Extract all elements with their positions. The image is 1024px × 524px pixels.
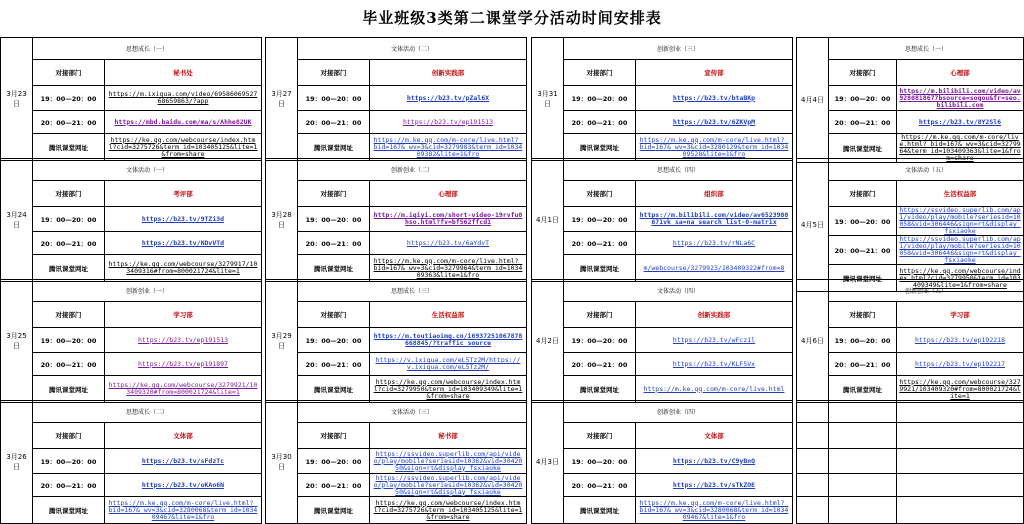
day-table	[265, 158, 527, 282]
day-table	[265, 37, 527, 161]
classroom-url-link[interactable]: https://m.ke.qq.com/m-core/live.html?_bid=167&_wv=3&cid=3280129&term_id=103409528&lite=1&fro	[639, 135, 789, 158]
dept-value: 心理部	[897, 60, 1024, 86]
session-1-link-cell	[370, 328, 527, 353]
session-1-link-cell	[105, 449, 262, 474]
dept-label: 对接部门	[564, 181, 636, 207]
session-2-link-cell	[370, 232, 527, 255]
classroom-url-link[interactable]: https://m.ke.qq.com/m-core/live.html?_bid=167&_wv=3&cid=3279983&term_id=103409382&lite=1&fro	[373, 135, 523, 158]
classroom-url-label: 腾讯课堂网址	[33, 134, 105, 161]
dept-value: 秘书处	[105, 60, 262, 86]
dept-value: 生活权益部	[370, 302, 527, 328]
time-slot-2-label: 20：00—21：00	[298, 474, 370, 497]
day-block	[0, 400, 262, 521]
classroom-url-link[interactable]: https://ke.qq.com/webcourse/3279921/103409320#from=800021724&lite=1	[108, 381, 258, 396]
session-1-link[interactable]: https://b23.tv/sFdzTc	[141, 456, 225, 465]
activity-title: 创新创业（三）	[564, 38, 793, 60]
session-2-link-cell	[636, 111, 793, 134]
date-cell: 3月29日	[266, 280, 298, 403]
session-1-link[interactable]: https://m.toutiaoimg.cn/i6937251067878668845/?traffic_source	[373, 332, 523, 347]
session-2-link-cell	[370, 353, 527, 376]
dept-value: 考评部	[105, 181, 262, 207]
day-block	[0, 158, 262, 279]
session-2-link-cell	[370, 474, 527, 497]
time-slot-1-label: 19：00—20：00	[829, 207, 897, 236]
classroom-url-cell	[105, 376, 262, 403]
dept-value: 生活权益部	[897, 181, 1024, 207]
dept-label: 对接部门	[829, 181, 897, 207]
session-2-link[interactable]: https://b23.tv/8Y2Sl6	[918, 117, 1002, 126]
activity-title: 文体活动（一）	[33, 159, 262, 181]
dept-value: 宣传部	[636, 60, 793, 86]
dept-label: 对接部门	[298, 302, 370, 328]
time-slot-1-label: 19：00—20：00	[829, 328, 897, 353]
time-slot-2-label: 20：00—21：00	[298, 353, 370, 376]
classroom-url-cell	[370, 255, 527, 282]
session-2-link-cell	[105, 111, 262, 134]
time-slot-1-label: 19：00—20：00	[33, 449, 105, 474]
session-2-link[interactable]: https://b23.tv/oKAo6N	[141, 480, 225, 489]
session-2-link-cell	[897, 111, 1024, 134]
day-table	[796, 279, 1024, 403]
classroom-url-label: 腾讯课堂网址	[298, 134, 370, 161]
time-slot-1-label: 19：00—20：00	[298, 207, 370, 232]
session-1-link[interactable]: https://ssvideo.superlib.com/api/video/play/mobile?seriesid=10362&vid=3042050&sign=rt&display_fsxiaoke	[373, 449, 523, 472]
session-1-link-cell	[370, 207, 527, 232]
date-cell: 4月4日	[797, 38, 829, 163]
classroom-url-label: 腾讯课堂网址	[564, 497, 636, 524]
dept-value: 学习部	[897, 302, 1024, 328]
day-table	[531, 279, 793, 403]
session-2-link-cell	[370, 111, 527, 134]
classroom-url-cell	[105, 497, 262, 524]
session-1-link-cell	[897, 328, 1024, 353]
day-table	[531, 37, 793, 161]
classroom-url-label: 腾讯课堂网址	[33, 376, 105, 403]
session-2-link-cell	[105, 353, 262, 376]
time-slot-2-label: 20：00—21：00	[33, 232, 105, 255]
date-cell: 3月25日	[1, 280, 33, 403]
activity-title: 文体活动（三）	[298, 401, 527, 423]
time-slot-2-label: 20：00—21：00	[298, 111, 370, 134]
session-1-link[interactable]: https://m.bilibili.com/video/av9280818677bsource=sogou&fr=seo.bilibili.com	[899, 86, 1021, 109]
session-2-link[interactable]: https://b23.tv/6ZKVpM	[672, 117, 756, 126]
dept-label: 对接部门	[33, 181, 105, 207]
session-1-link-cell	[105, 207, 262, 232]
activity-title: 文体活动（五）	[829, 159, 1024, 181]
dept-label: 对接部门	[33, 60, 105, 86]
classroom-url-label: 腾讯课堂网址	[564, 376, 636, 403]
dept-label: 对接部门	[564, 423, 636, 449]
day-table	[796, 37, 1024, 163]
dept-value: 学习部	[105, 302, 262, 328]
day-table	[0, 400, 262, 524]
classroom-url-link[interactable]: https://ke.qq.com/webcourse/index.html?cid=3279950&term_id=103409349&lite=1&from=share	[373, 377, 523, 400]
dept-value: 创新实践部	[636, 302, 793, 328]
classroom-url-cell	[636, 376, 793, 403]
classroom-url-link[interactable]: https://ke.qq.com/webcourse/3279921/103409320#from=800021724&lite=1	[899, 377, 1021, 400]
session-2-link[interactable]: https://b23.tv/sTkZOE	[672, 480, 756, 489]
classroom-url-link[interactable]: https://m.ke.qq.com/m-core/live.html	[643, 384, 785, 393]
time-slot-2-label: 20：00—21：00	[298, 232, 370, 255]
date-cell: 3月31日	[532, 38, 564, 161]
dept-value: 心理部	[370, 181, 527, 207]
date-cell: 4月3日	[532, 401, 564, 524]
dept-label: 对接部门	[33, 423, 105, 449]
date-cell: 3月30日	[266, 401, 298, 524]
activity-title: 思想成长（三）	[298, 280, 527, 302]
activity-title: 思想成长（四）	[564, 159, 793, 181]
session-2-link-cell	[636, 474, 793, 497]
classroom-url-label: 腾讯课堂网址	[564, 255, 636, 282]
dept-label: 对接部门	[564, 302, 636, 328]
date-cell: 3月24日	[1, 159, 33, 282]
date-cell: 3月27日	[266, 38, 298, 161]
session-2-link-cell	[105, 474, 262, 497]
time-slot-2-label: 20：00—21：00	[564, 353, 636, 376]
classroom-url-link[interactable]: https://m.ke.qq.com/m-core/live.html?_bid=167&_wv=3&cid=3279964&term_id=103409363&lite=1&from=share	[899, 133, 1021, 162]
classroom-url-cell	[636, 255, 793, 282]
session-2-link-cell	[636, 232, 793, 255]
dept-label: 对接部门	[298, 181, 370, 207]
dept-value: 文体部	[636, 423, 793, 449]
activity-title: 创新创业（二）	[298, 159, 527, 181]
time-slot-1-label: 19：00—20：00	[33, 86, 105, 111]
day-block	[796, 37, 1024, 162]
day-table	[0, 279, 262, 403]
dept-label: 对接部门	[829, 60, 897, 86]
day-table	[265, 400, 527, 524]
classroom-url-cell	[105, 134, 262, 161]
time-slot-2-label: 20：00—21：00	[564, 111, 636, 134]
time-slot-2-label: 20：00—21：00	[564, 474, 636, 497]
day-block	[531, 279, 793, 400]
session-2-link[interactable]: https://ssvideo.superlib.com/api/video/play/mobile?seriesid=10058&vid=306446&sign=rt&display_fsxiaoke	[899, 235, 1021, 264]
session-1-link-cell	[105, 328, 262, 353]
session-1-link[interactable]: https://b23.tv/ep192218	[914, 335, 1005, 344]
time-slot-1-label: 19：00—20：00	[298, 86, 370, 111]
classroom-url-link[interactable]: https://m.ke.qq.com/m-core/live.html?_bid=167&_wv=3&cid=3280068&term_id=103409467&lite=1&fro	[639, 498, 789, 521]
page-title: 毕业班级3类第二课堂学分活动时间安排表	[362, 9, 662, 27]
date-cell: 4月5日	[797, 159, 829, 292]
classroom-url-cell	[897, 376, 1024, 403]
classroom-url-link[interactable]: https://ke.qq.com/webcourse/index.html?cid=3279950&term_id=103409349&lite=1&from=share	[899, 266, 1021, 289]
session-1-link-cell	[105, 86, 262, 111]
session-1-link[interactable]: https://b23.tv/ep191513	[137, 335, 228, 344]
session-1-link-cell	[636, 207, 793, 232]
session-2-link[interactable]: https://ssvideo.superlib.com/api/video/play/mobile?seriesid=10362&vid=3042050&sign=rt&display_fsxiaoke	[373, 473, 523, 496]
activity-title: 创新创业（五）	[829, 280, 1024, 302]
classroom-url-link[interactable]: https://ke.qq.com/webcourse/index.html?cid=3275726&term_id=103405125&lite=1&from=share	[373, 498, 523, 521]
session-1-link[interactable]: https://b23.tv/pZal6X	[406, 93, 490, 102]
dept-label: 对接部门	[33, 302, 105, 328]
day-block	[531, 400, 793, 521]
time-slot-2-label: 20：00—21：00	[33, 474, 105, 497]
day-block	[796, 158, 1024, 289]
session-1-link-cell	[636, 328, 793, 353]
day-table	[0, 37, 262, 161]
time-slot-2-label: 20：00—21：00	[829, 111, 897, 134]
empty-table	[796, 400, 1024, 524]
session-2-link[interactable]: https://mbd.baidu.com/ma/s/Ahhe82UK	[114, 117, 252, 126]
session-1-link[interactable]: https://b23.tv/9TZi3d	[141, 214, 225, 223]
time-slot-2-label: 20：00—21：00	[33, 111, 105, 134]
day-block	[265, 158, 527, 279]
session-2-link[interactable]: https://b23.tv/KLF5Vx	[672, 359, 756, 368]
session-1-link[interactable]: https://m.ixigua.com/video/6958606952768659863/?app	[108, 90, 258, 105]
session-1-link[interactable]: http://m.iqiyi.com/short-video-19rvfu0hso.html?fv=bf562ffcd1	[373, 211, 523, 226]
classroom-url-cell	[636, 134, 793, 161]
activity-title: 创新创业（四）	[564, 401, 793, 423]
session-2-link[interactable]: https://b23.tv/rNLa6C	[672, 238, 756, 247]
session-2-link[interactable]: https://b23.tv/ep192217	[914, 359, 1005, 368]
classroom-url-label: 腾讯课堂网址	[298, 497, 370, 524]
dept-label: 对接部门	[829, 302, 897, 328]
dept-value: 组织部	[636, 181, 793, 207]
time-slot-1-label: 19：00—20：00	[298, 328, 370, 353]
time-slot-1-label: 19：00—20：00	[564, 449, 636, 474]
day-block	[265, 279, 527, 400]
time-slot-2-label: 20：00—21：00	[829, 353, 897, 376]
activity-title: 思想成长（二）	[33, 401, 262, 423]
activity-title: 思想成长（一）	[33, 38, 262, 60]
session-2-link[interactable]: https://b23.tv/6aYdvT	[406, 238, 490, 247]
classroom-url-label: 腾讯课堂网址	[298, 376, 370, 403]
session-1-link[interactable]: https://m.bilibili.com/video/av6523980671vk_sa=na_search_list-0-matrix	[639, 211, 789, 226]
session-1-link[interactable]: https://b23.tv/btaBKp	[672, 93, 756, 102]
session-2-link-cell	[105, 232, 262, 255]
classroom-url-link[interactable]: https://ke.qq.com/webcourse/index.html?cid=3275726&term_id=103405125&lite=1&from=share	[108, 135, 258, 158]
session-1-link-cell	[370, 86, 527, 111]
classroom-url-link[interactable]: https://m.ke.qq.com/m-core/live.html?_bid=167&_wv=3&cid=3279964&term_id=103409363&lite=1&fro	[373, 256, 523, 279]
time-slot-1-label: 19：00—20：00	[564, 328, 636, 353]
session-1-link-cell	[636, 86, 793, 111]
classroom-url-label: 腾讯课堂网址	[829, 376, 897, 403]
day-table	[531, 158, 793, 282]
session-1-link-cell	[897, 207, 1024, 236]
classroom-url-label: 腾讯课堂网址	[298, 255, 370, 282]
classroom-url-cell	[370, 134, 527, 161]
day-block	[531, 37, 793, 158]
time-slot-1-label: 19：00—20：00	[564, 207, 636, 232]
day-block	[531, 158, 793, 279]
classroom-url-cell	[370, 376, 527, 403]
classroom-url-cell	[636, 497, 793, 524]
classroom-url-label: 腾讯课堂网址	[33, 497, 105, 524]
classroom-url-label: 腾讯课堂网址	[33, 255, 105, 282]
time-slot-2-label: 20：00—21：00	[33, 353, 105, 376]
day-block	[0, 279, 262, 400]
session-1-link[interactable]: https://b23.tv/wFcz1l	[672, 335, 756, 344]
dept-label: 对接部门	[564, 60, 636, 86]
dept-value: 文体部	[105, 423, 262, 449]
time-slot-2-label: 20：00—21：00	[564, 232, 636, 255]
classroom-url-cell	[105, 255, 262, 282]
day-block	[265, 400, 527, 521]
activity-title: 文体活动（四）	[564, 280, 793, 302]
classroom-url-link[interactable]: https://ke.qq.com/webcourse/3279917/103409316#from=800021724&lite=1	[108, 260, 258, 275]
day-table	[531, 400, 793, 524]
time-slot-2-label: 20：00—21：00	[829, 236, 897, 265]
classroom-url-label: 腾讯课堂网址	[829, 134, 897, 163]
time-slot-1-label: 19：00—20：00	[298, 449, 370, 474]
day-table	[265, 279, 527, 403]
day-block	[796, 279, 1024, 400]
session-1-link-cell	[370, 449, 527, 474]
session-1-link-cell	[897, 86, 1024, 111]
dept-label: 对接部门	[298, 60, 370, 86]
activity-title: 思想成长（一）	[829, 38, 1024, 60]
session-2-link-cell	[897, 353, 1024, 376]
session-2-link-cell	[636, 353, 793, 376]
day-block	[265, 37, 527, 158]
classroom-url-link[interactable]: https://m.ke.qq.com/m-core/live.html?_bid=167&_wv=3&cid=3280068&term_id=103409467&lite=1&fro	[108, 498, 258, 521]
session-1-link-cell	[636, 449, 793, 474]
session-1-link[interactable]: https://ssvideo.superlib.com/api/video/play/mobile?seriesid=10058&vid=306446&sign=rt&display_fsxiaoke	[899, 206, 1021, 235]
session-2-link[interactable]: https://b23.tv/NDvVTd	[141, 238, 225, 247]
day-table	[0, 158, 262, 282]
session-1-link[interactable]: https://b23.tv/C9yBnQ	[672, 456, 756, 465]
activity-title: 创新创业（一）	[33, 280, 262, 302]
dept-value: 创新实践部	[370, 60, 527, 86]
time-slot-1-label: 19：00—20：00	[33, 207, 105, 232]
classroom-url-cell	[370, 497, 527, 524]
session-2-link-cell	[897, 236, 1024, 265]
date-cell: 4月1日	[532, 159, 564, 282]
classroom-url-label: 腾讯课堂网址	[829, 265, 897, 292]
date-cell: 4月2日	[532, 280, 564, 403]
empty-block	[796, 400, 1024, 521]
day-block	[0, 37, 262, 158]
date-cell: 3月28日	[266, 159, 298, 282]
session-2-link[interactable]: https://b23.tv/ep191513	[402, 117, 493, 126]
time-slot-1-label: 19：00—20：00	[829, 86, 897, 111]
classroom-url-label: 腾讯课堂网址	[564, 134, 636, 161]
classroom-url-link[interactable]: m/webcourse/3279923/103409322#from=8	[643, 263, 785, 272]
date-cell: 3月23日	[1, 38, 33, 161]
dept-label: 对接部门	[298, 423, 370, 449]
time-slot-1-label: 19：00—20：00	[33, 328, 105, 353]
time-slot-1-label: 19：00—20：00	[564, 86, 636, 111]
date-cell: 3月26日	[1, 401, 33, 524]
session-2-link[interactable]: https://b23.tv/ep191897	[137, 359, 228, 368]
dept-value: 秘书部	[370, 423, 527, 449]
activity-title: 文体活动（二）	[298, 38, 527, 60]
session-2-link[interactable]: https://v.ixigua.com/eL5Tz2M/https://v.ixigua.com/eL5Tz2M/	[375, 356, 521, 371]
day-table	[796, 158, 1024, 292]
date-cell: 4月6日	[797, 280, 829, 403]
